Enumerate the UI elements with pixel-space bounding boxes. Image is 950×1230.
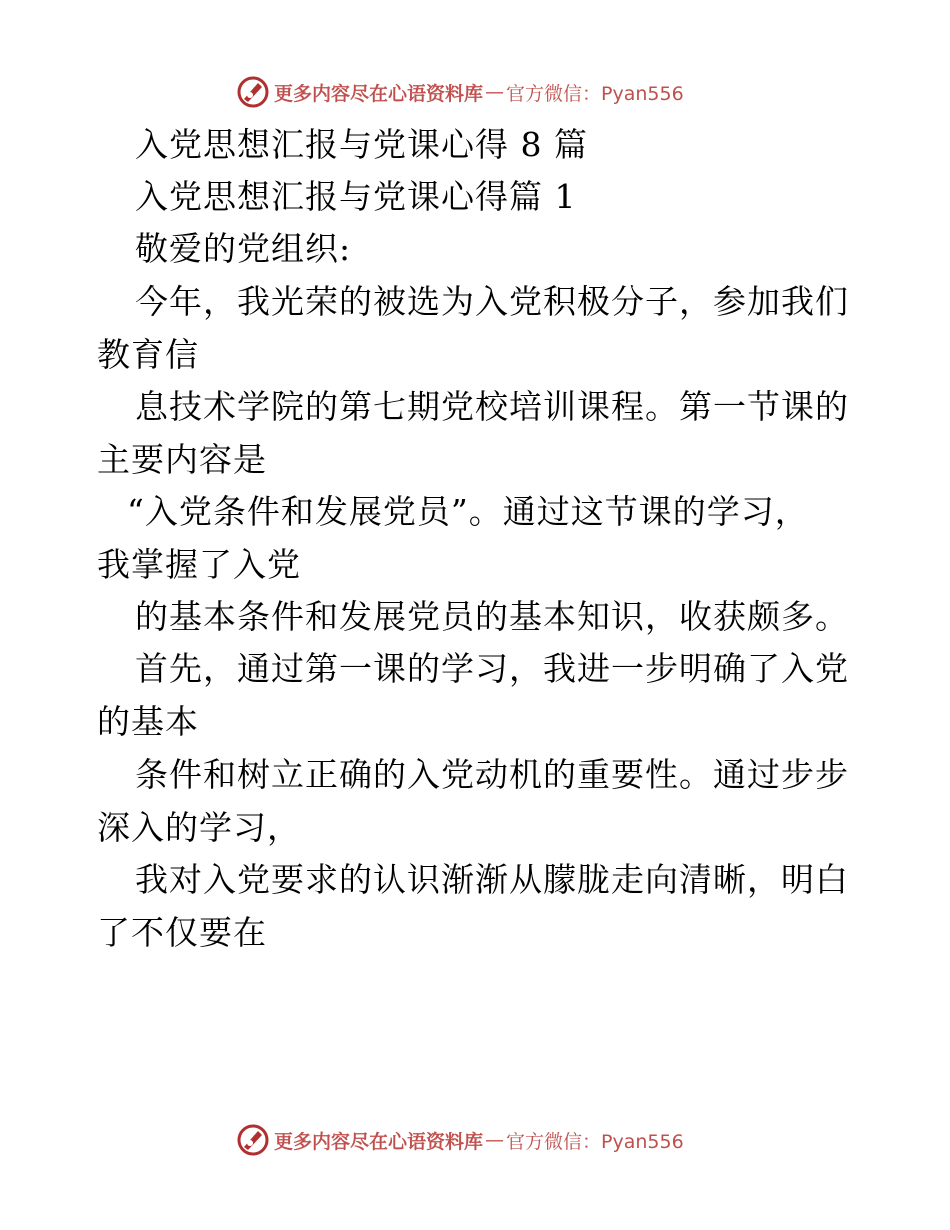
paragraph-line: 的基本条件和发展党员的基本知识，收获颇多。 [135, 597, 849, 637]
paragraph-line: 深入的学习， [97, 807, 301, 847]
footer-banner [236, 1122, 684, 1158]
document-body [97, 125, 857, 965]
paragraph-line: 教育信 [97, 334, 199, 374]
red-pen-circle-logo-icon [236, 75, 270, 109]
paragraph-line: 条件和树立正确的入党动机的重要性。通过步步 [135, 754, 849, 794]
header-dash: — [485, 81, 505, 103]
footer-slogan: 更多内容尽在心语资料库 [274, 1130, 484, 1153]
paragraph-line: 首先，通过第一课的学习，我进一步明确了入党 [135, 649, 849, 689]
paragraph-line: 我掌握了入党 [97, 544, 301, 584]
header-wechat: 官方微信：Pyan556 [506, 82, 684, 105]
salutation: 敬爱的党组织: [135, 229, 352, 269]
paragraph-line: 了不仅要在 [97, 912, 267, 952]
red-pen-circle-logo-icon [236, 1123, 270, 1157]
paragraph-line: 息技术学院的第七期党校培训课程。第一节课的 [135, 386, 849, 426]
paragraph-line: 我对入党要求的认识渐渐从朦胧走向清晰，明白 [135, 859, 849, 899]
section-heading: 入党思想汇报与党课心得篇 1 [135, 177, 577, 217]
paragraph-line: 的基本 [97, 702, 199, 742]
header-slogan: 更多内容尽在心语资料库 [274, 82, 484, 105]
paragraph-line: 主要内容是 [97, 439, 267, 479]
paragraph-line: 今年，我光荣的被选为入党积极分子，参加我们 [135, 281, 849, 321]
document-title: 入党思想汇报与党课心得 8 篇 [135, 125, 588, 164]
footer-wechat: 官方微信：Pyan556 [506, 1130, 684, 1153]
paragraph-line: “入党条件和发展党员”。通过这节课的学习， [127, 491, 809, 531]
header-banner [236, 74, 684, 110]
footer-dash: — [485, 1129, 505, 1151]
